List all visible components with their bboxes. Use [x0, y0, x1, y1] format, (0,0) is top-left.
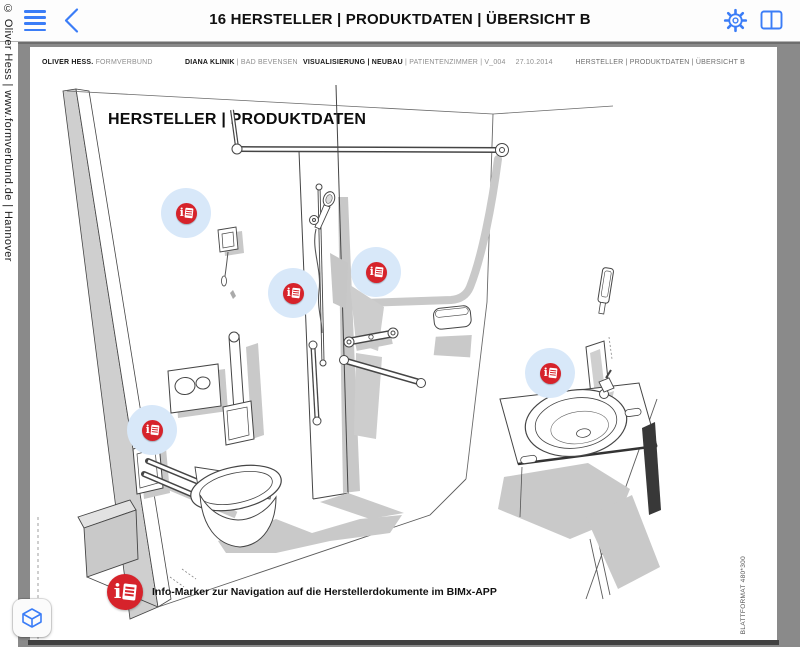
- document-icon: [184, 208, 192, 218]
- info-marker[interactable]: [268, 268, 318, 318]
- pdf-sheet[interactable]: [30, 47, 777, 640]
- sheet-format-note: BLATTFORMAT 480*300: [740, 555, 747, 634]
- info-marker-icon: i: [283, 283, 304, 304]
- sheet-header-title: HERSTELLER | PRODUKTDATEN | ÜBERSICHT B: [575, 59, 745, 66]
- drawing-title: HERSTELLER | PRODUKTDATEN: [108, 111, 367, 128]
- info-marker-icon: i: [142, 420, 163, 441]
- info-marker[interactable]: [127, 405, 177, 455]
- legend: [107, 574, 497, 610]
- copyright-watermark: © Oliver Hess | www.formverbund.de | Hannover: [2, 3, 14, 262]
- sheet-header-author: OLIVER HESS. FORMVERBUND: [42, 59, 153, 66]
- open-book-icon: [759, 9, 784, 32]
- bimx-hint-button[interactable]: [13, 599, 51, 637]
- document-icon: [122, 583, 137, 600]
- document-icon: [374, 267, 382, 277]
- legend-text: Info-Marker zur Navigation auf die Herstellerdokumente im BIMx-APP: [152, 586, 497, 598]
- settings-button[interactable]: [723, 8, 748, 33]
- sheet-header-date: 27.10.2014: [515, 59, 553, 66]
- sheet-shadow-edge: [28, 640, 779, 645]
- info-marker-legend-icon: i: [107, 574, 143, 610]
- document-icon: [548, 368, 556, 378]
- document-icon: [291, 288, 299, 298]
- info-marker[interactable]: [351, 247, 401, 297]
- sheet-header-project: VISUALISIERUNG | NEUBAU | PATIENTENZIMMER | V_004 27.10.2014: [303, 59, 553, 66]
- info-marker-icon: i: [540, 363, 561, 384]
- info-marker-layer: [30, 47, 777, 640]
- document-icon: [150, 425, 158, 435]
- gear-icon: [723, 8, 748, 33]
- sheet-header-client: DIANA KLINIK | BAD BEVENSEN: [185, 59, 298, 66]
- info-marker-icon: i: [176, 203, 197, 224]
- document-canvas: [18, 42, 800, 647]
- toolbar: [0, 0, 800, 42]
- page-title: 16 HERSTELLER | PRODUKTDATEN | ÜBERSICHT B: [209, 11, 591, 28]
- info-marker[interactable]: [525, 348, 575, 398]
- library-button[interactable]: [759, 9, 784, 32]
- info-marker-icon: i: [366, 262, 387, 283]
- info-marker[interactable]: [161, 188, 211, 238]
- bimx-cube-icon: [20, 606, 44, 630]
